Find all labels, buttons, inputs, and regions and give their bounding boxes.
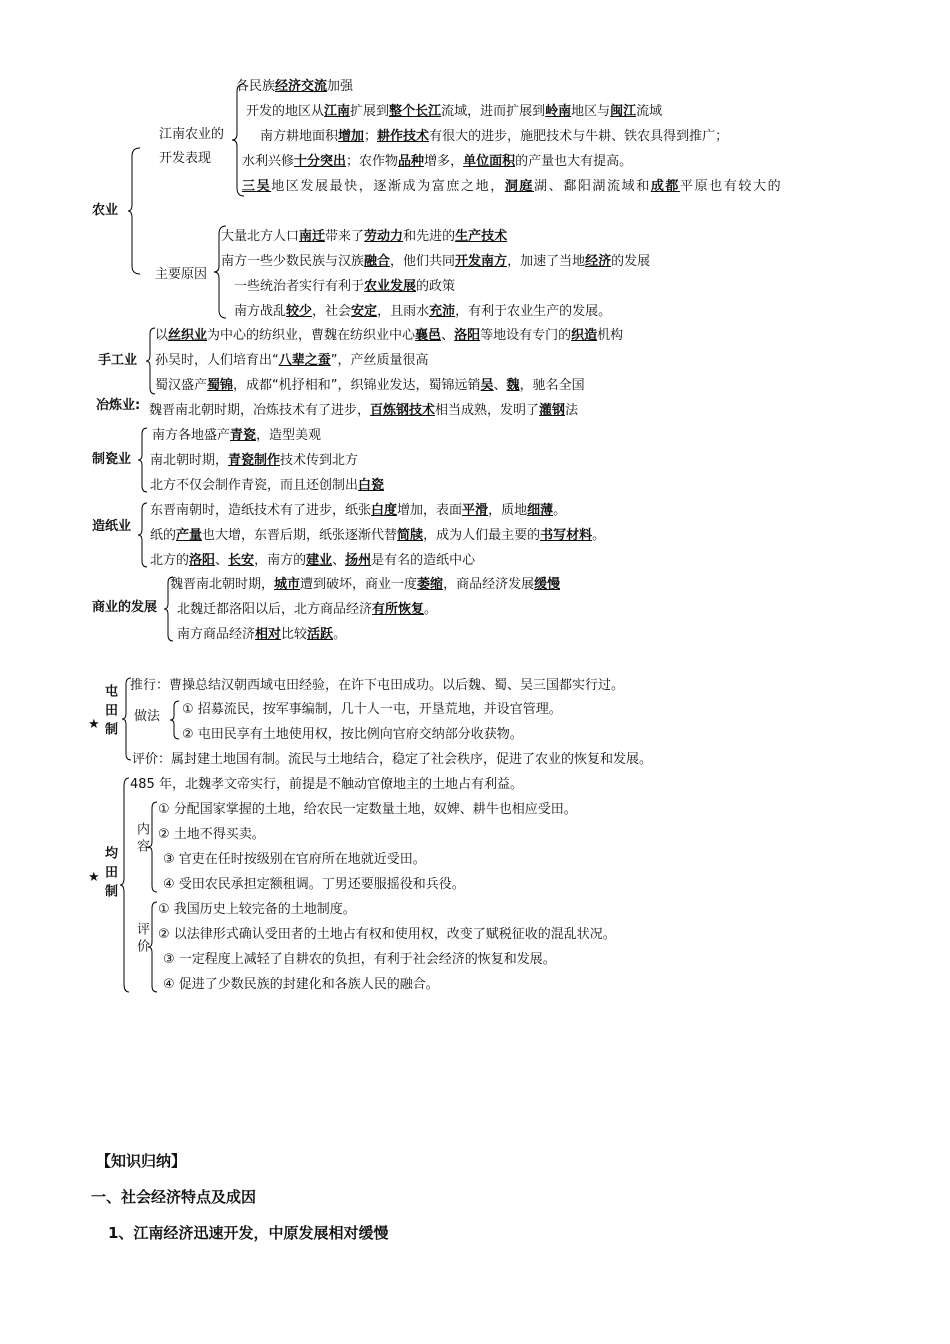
reason-line-4: 南方战乱较少，社会安定，且雨水充沛，有利于农业生产的发展。 xyxy=(234,304,612,319)
juntian-label: 均田制 xyxy=(102,846,117,903)
handicraft-line-3: 蜀汉盛产蜀锦，成都“机抒相和”，织锦业发达，蜀锦远销吴、魏，驰名全国 xyxy=(155,378,585,393)
reason-line-2: 南方一些少数民族与汉族融合，他们共同开发南方，加速了当地经济的发展 xyxy=(221,254,651,269)
agri-line-4: 水利兴修十分突出；农作物品种增多，单位面积的产量也大有提高。 xyxy=(242,154,633,169)
smelting-line-1: 魏晋南北朝时期，冶炼技术有了进步，百炼钢技术相当成熟，发明了灌钢法 xyxy=(149,403,579,418)
agriculture-brace xyxy=(128,148,142,274)
juntian-eval-brace xyxy=(148,902,158,992)
juntian-content-brace xyxy=(148,802,158,892)
jiangnan-label-2: 开发表现 xyxy=(159,151,212,166)
tuntian-method-brace xyxy=(170,701,180,739)
porcelain-line-3: 北方不仅会制作青瓷，而且还创制出白瓷 xyxy=(150,478,385,493)
reason-line-1: 大量北方人口南迁带来了劳动力和先进的生产技术 xyxy=(221,229,508,244)
handicraft-line-1: 以丝织业为中心的纺织业，曹魏在纺织业中心襄邑、洛阳等地设有专门的织造机构 xyxy=(155,328,624,343)
summary-section-1: 一、社会经济特点及成因 xyxy=(91,1188,257,1206)
tuntian-label: 屯田制 xyxy=(102,684,117,741)
juntian-eval-1: ① 我国历史上较完备的土地制度。 xyxy=(158,902,356,917)
tuntian-push: 推行：曹操总结汉朝西域屯田经验，在许下屯田成功。以后魏、蜀、吴三国都实行过。 xyxy=(130,678,625,693)
juntian-star-icon: ★ xyxy=(88,870,100,885)
agri-line-3: 南方耕地面积增加；耕作技术有很大的进步，施肥技术与牛耕、铁农具得到推广； xyxy=(260,129,729,144)
juntian-content-label: 内容 xyxy=(134,822,149,856)
reason-label: 主要原因 xyxy=(155,267,208,282)
porcelain-brace xyxy=(138,428,148,492)
porcelain-line-2: 南北朝时期，青瓷制作技术传到北方 xyxy=(150,453,359,468)
juntian-brace xyxy=(120,778,130,992)
handicraft-line-2: 孙吴时，人们培育出“八辈之蚕”，产丝质量很高 xyxy=(155,353,429,368)
porcelain-label: 制瓷业 xyxy=(92,452,132,467)
juntian-content-3: ③ 官吏在任时按级别在官府所在地就近受田。 xyxy=(163,852,426,867)
commerce-line-1: 魏晋南北朝时期，城市遭到破坏，商业一度萎缩，商品经济发展缓慢 xyxy=(170,577,561,592)
tuntian-eval: 评价：属封建土地国有制。流民与土地结合，稳定了社会秩序，促进了农业的恢复和发展。 xyxy=(132,752,653,767)
reason-line-3: 一些统治者实行有利于农业发展的政策 xyxy=(234,279,456,294)
tuntian-method-1: ① 招募流民，按军事编制，几十人一屯，开垦荒地，并设官管理。 xyxy=(182,702,562,717)
agri-line-2: 开发的地区从江南扩展到整个长江流域，进而扩展到岭南地区与闽江流域 xyxy=(246,104,663,119)
paper-line-1: 东晋南朝时，造纸技术有了进步，纸张白度增加，表面平滑，质地细薄。 xyxy=(150,503,567,518)
summary-subsection-1: 1、江南经济迅速开发，中原发展相对缓慢 xyxy=(108,1224,389,1242)
porcelain-line-1: 南方各地盛产青瓷，造型美观 xyxy=(152,428,322,443)
agri-line-1: 各民族经济交流加强 xyxy=(236,79,354,94)
commerce-line-3: 南方商品经济相对比较活跃。 xyxy=(177,627,347,642)
agri-line-5: 三吴地区发展最快，逐渐成为富庶之地，洞庭湖、鄱阳湖流域和成都平原也有较大的 xyxy=(242,179,783,194)
commerce-label: 商业的发展 xyxy=(92,600,158,615)
agriculture-label: 农业 xyxy=(92,203,119,218)
handicraft-label: 手工业 xyxy=(98,353,138,368)
juntian-intro: 485 年，北魏孝文帝实行，前提是不触动官僚地主的土地占有利益。 xyxy=(130,777,523,792)
smelting-label: 冶炼业: xyxy=(96,398,141,413)
tuntian-method-label: 做法 xyxy=(134,709,161,724)
juntian-content-4: ④ 受田农民承担定额租调。丁男还要服摇役和兵役。 xyxy=(163,877,465,892)
juntian-content-2: ② 土地不得买卖。 xyxy=(158,827,265,842)
paper-line-3: 北方的洛阳、长安，南方的建业、扬州是有名的造纸中心 xyxy=(150,553,476,568)
tuntian-method-2: ② 屯田民享有土地使用权，按比例向官府交纳部分收获物。 xyxy=(182,727,523,742)
juntian-eval-label: 评价 xyxy=(134,922,149,956)
summary-heading: 【知识归纳】 xyxy=(96,1152,187,1170)
paper-label: 造纸业 xyxy=(92,519,132,534)
tuntian-star-icon: ★ xyxy=(88,717,100,732)
paper-line-2: 纸的产量也大增，东晋后期，纸张逐渐代替简牍，成为人们最主要的书写材料。 xyxy=(150,528,606,543)
paper-brace xyxy=(138,503,148,567)
juntian-eval-4: ④ 促进了少数民族的封建化和各族人民的融合。 xyxy=(163,977,439,992)
juntian-eval-2: ② 以法律形式确认受田者的土地占有权和使用权，改变了赋税征收的混乱状况。 xyxy=(158,927,616,942)
juntian-eval-3: ③ 一定程度上减轻了自耕农的负担，有利于社会经济的恢复和发展。 xyxy=(163,952,556,967)
jiangnan-label-1: 江南农业的 xyxy=(159,127,225,142)
commerce-line-2: 北魏迁都洛阳以后，北方商品经济有所恢复。 xyxy=(177,602,438,617)
juntian-content-1: ① 分配国家掌握的土地，给农民一定数量土地，奴婢、耕牛也相应受田。 xyxy=(158,802,577,817)
